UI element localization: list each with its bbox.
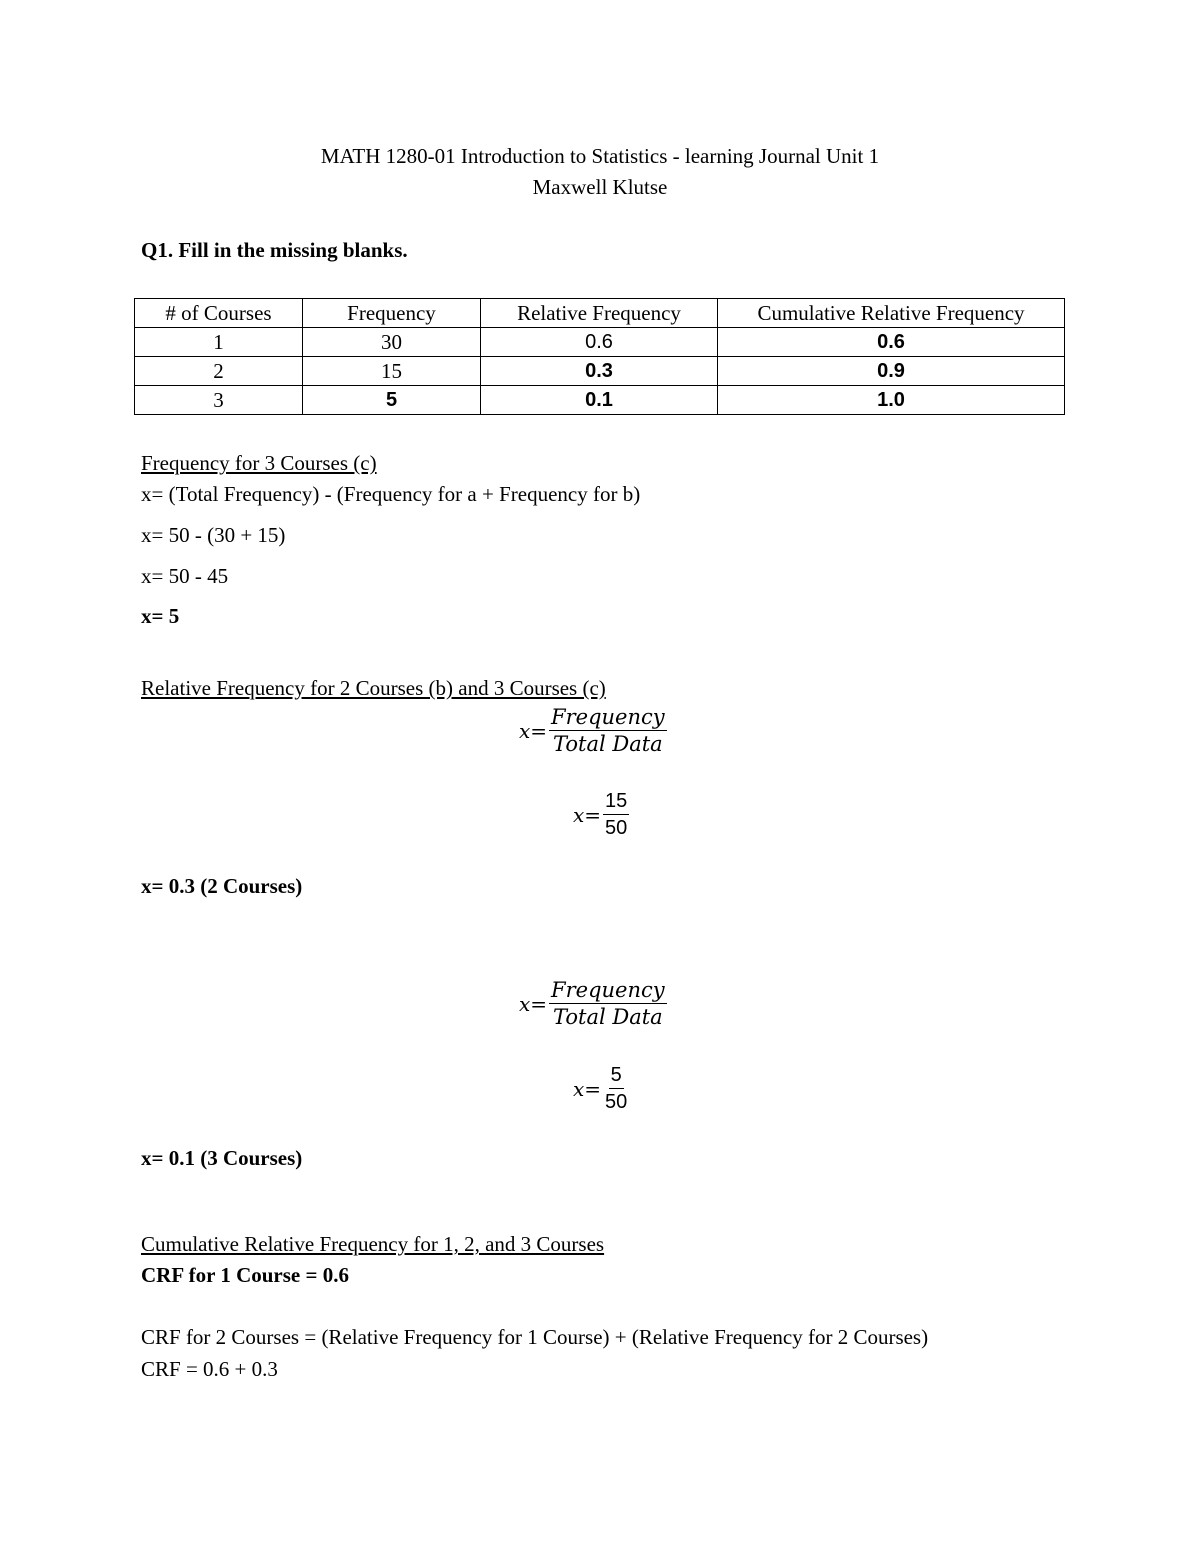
table-row [135,328,1065,357]
table-cell: 0.3 [481,357,718,386]
section-heading-cumulative: Cumulative Relative Frequency for 1, 2, and 3 Courses [141,1232,605,1256]
frequency-table [134,298,1065,415]
formula-lhs: x= [519,718,548,743]
equation-result: x= 5 [141,604,180,628]
table-row [135,357,1065,386]
table-header-cell: Frequency [303,299,481,328]
fraction-denominator: Total Data [553,1005,663,1029]
table-header-cell: Relative Frequency [481,299,718,328]
calc-fraction [573,1062,629,1115]
table-cell: 2 [135,357,303,386]
question-heading: Q1. Fill in the missing blanks. [141,238,408,262]
fraction-numerator: Frequency [551,978,665,1002]
table-header-cell: Cumulative Relative Frequency [718,299,1065,328]
table-cell: 1.0 [718,386,1065,415]
table-row [135,386,1065,415]
calc-fraction [573,788,629,841]
formula-fraction [519,977,667,1030]
section-heading-frequency: Frequency for 3 Courses (c) [141,451,377,475]
crf-2-formula: CRF for 2 Courses = (Relative Frequency for 1 Course) + (Relative Frequency for 2 Courses) [141,1325,929,1349]
table-cell: 3 [135,386,303,415]
table-cell: 15 [303,357,481,386]
fraction-numerator: 5 [609,1062,624,1089]
formula-lhs: x= [573,1076,602,1101]
formula-lhs: x= [573,802,602,827]
equation-line: x= 50 - (30 + 15) [141,523,286,547]
fraction-numerator: 15 [603,788,629,815]
fraction-denominator: Total Data [553,732,663,756]
fraction-denominator: 50 [605,1091,628,1113]
document-title: MATH 1280-01 Introduction to Statistics - learning Journal Unit 1 [320,144,880,168]
table-header-row [135,299,1065,328]
formula-fraction [519,704,667,757]
formula-lhs: x= [519,991,548,1016]
equation-line: x= (Total Frequency) - (Frequency for a + Frequency for b) [141,482,641,506]
fraction-denominator: 50 [605,817,628,839]
table-cell: 0.9 [718,357,1065,386]
result-3-courses: x= 0.1 (3 Courses) [141,1146,303,1170]
table-cell: 5 [303,386,481,415]
result-2-courses: x= 0.3 (2 Courses) [141,874,303,898]
table-cell: 30 [303,328,481,357]
table-cell: 0.6 [718,328,1065,357]
table-cell: 0.1 [481,386,718,415]
table-header-cell: # of Courses [135,299,303,328]
table-cell: 1 [135,328,303,357]
crf-1-course: CRF for 1 Course = 0.6 [141,1263,349,1287]
equation-line: x= 50 - 45 [141,564,229,588]
fraction-numerator: Frequency [551,705,665,729]
author-name: Maxwell Klutse [532,175,668,199]
crf-2-calc: CRF = 0.6 + 0.3 [141,1357,278,1381]
section-heading-relative-frequency: Relative Frequency for 2 Courses (b) and 3 Courses (c) [141,676,606,700]
table-cell: 0.6 [481,328,718,357]
